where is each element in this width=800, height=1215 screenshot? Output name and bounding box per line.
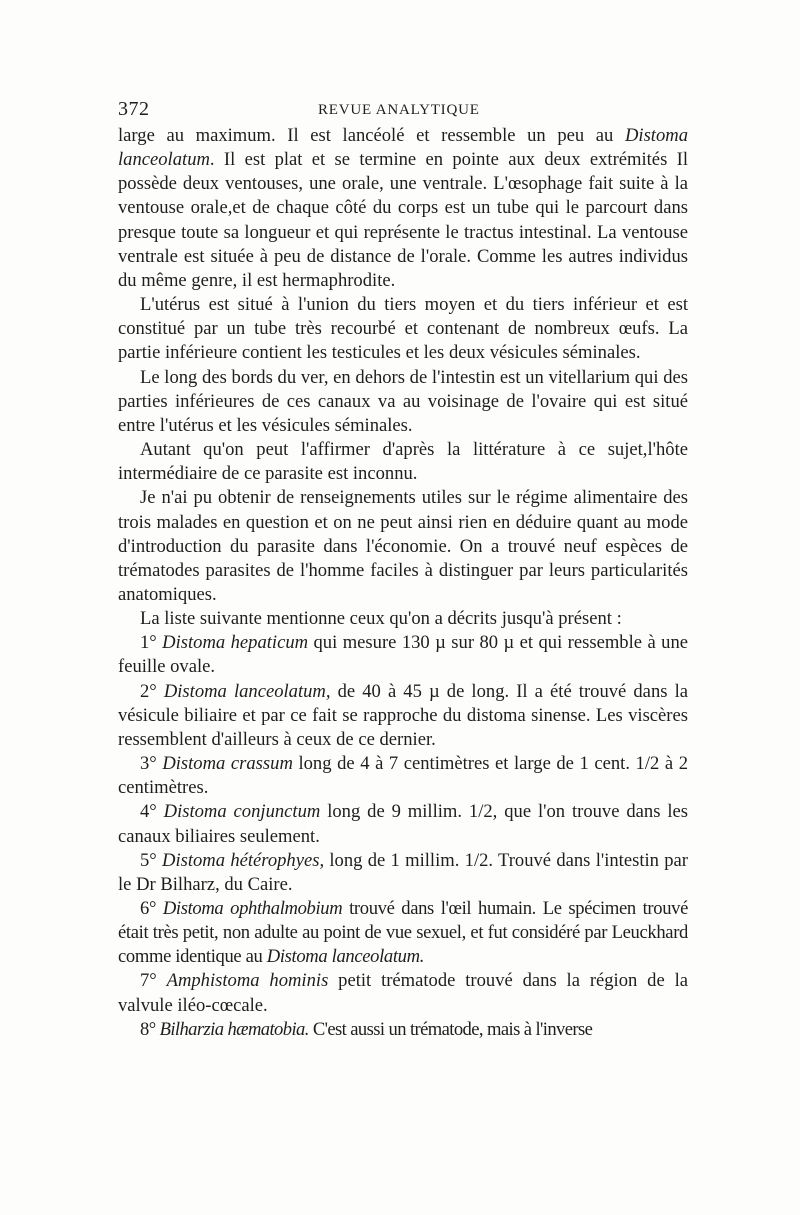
italic-text: Distoma lanceolatum — [118, 125, 688, 171]
page-header — [118, 98, 688, 122]
paragraph — [118, 631, 688, 679]
italic-text: Distoma ophthalmobium — [162, 898, 343, 919]
paragraph — [118, 438, 688, 486]
text-run: long de 9 millim. 1/2, que l'on trouve dans les canaux biliaires seulement. — [118, 801, 689, 847]
text-run: de 40 à 45 µ de long. Il a été trouvé dans la vésicule biliaire et par ce fait se rapproche du distoma sinense. Les viscères ressemblent d'ailleurs à ceux de ce dernier. — [118, 680, 688, 750]
italic-text: Amphistoma hominis — [166, 970, 329, 992]
text-run: qui mesure 130 µ sur 80 µ et qui ressemble à une feuille ovale. — [118, 632, 688, 678]
italic-text: Distoma lanceolatum. — [266, 946, 424, 968]
text-run: L'utérus est situé à l'union du tiers moyen et du tiers inférieur et est constitué par un tube très recourbé et contenant de nombreux œufs. La partie inférieure contient les testicules et les deux vésicules séminales. — [118, 294, 688, 364]
text-run: La liste suivante mentionne ceux qu'on a décrits jusqu'à présent : — [140, 608, 622, 630]
text-run: long de 1 millim. 1/2. Trouvé dans l'intestin par le Dr Bilharz, du Caire. — [118, 849, 688, 895]
text-run: 3° — [140, 753, 163, 775]
paragraph — [118, 486, 688, 607]
text-run: 4° — [140, 801, 164, 823]
text-run: 8° — [140, 1018, 160, 1040]
paragraph — [118, 366, 688, 438]
text-run: long de 4 à 7 centimètres et large de 1 cent. 1/2 à 2 centimètres. — [118, 753, 688, 799]
text-run: Autant qu'on peut l'affirmer d'après la littérature à ce sujet,l'hôte intermédiaire de ce parasite est inconnu. — [118, 439, 688, 485]
text-run: trouvé dans l'œil humain. Le spécimen trouvé était très petit, non adulte au point de vue sexuel, et fut considéré par Leuckhard comme identique au — [118, 898, 688, 968]
paragraph — [118, 293, 688, 365]
paragraph — [118, 897, 688, 969]
italic-text: Distoma crassum — [162, 753, 293, 775]
italic-text: Distoma lanceolatum, — [163, 680, 331, 702]
paragraph — [118, 124, 688, 293]
text-run: petit trématode trouvé dans la région de la valvule iléo-cœcale. — [118, 970, 688, 1016]
paragraph — [118, 849, 688, 897]
italic-text: Distoma hepaticum — [162, 632, 309, 654]
text-run: 2° — [140, 680, 164, 702]
paragraph — [118, 680, 688, 752]
paragraph — [118, 1018, 688, 1042]
italic-text: Distoma hétérophyes, — [162, 849, 325, 871]
paragraph — [118, 800, 688, 848]
text-run: 6° — [140, 898, 163, 919]
text-run: 7° — [140, 970, 167, 992]
text-run: 1° — [140, 632, 163, 654]
text-run: C'est aussi un trématode, mais à l'inverse — [308, 1018, 593, 1040]
italic-text: Bilharzia hæmatobia. — [159, 1018, 309, 1040]
text-run: large au maximum. Il est lancéolé et ressemble un peu au — [118, 125, 625, 146]
text-run: . Il est plat et se termine en pointe aux deux extrémités Il possède deux ventouses, une orale, une ventrale. L'œsophage fait suite à la ventouse orale,et de chaque côté du corps est un tube qui le parcourt dans presque toute sa longueur et qui représente le tractus intestinal. La ventouse ventrale est située à peu de distance de l'orale. Comme les autres individus du même genre, il est hermaphrodite. — [118, 149, 688, 291]
page-number: 372 — [118, 98, 150, 120]
text-run: 5° — [140, 849, 163, 871]
paragraph — [118, 607, 688, 631]
running-title: REVUE ANALYTIQUE — [318, 102, 480, 118]
body-text — [118, 124, 688, 1042]
text-run: Le long des bords du ver, en dehors de l'intestin est un vitellarium qui des parties inférieures de ces canaux va au voisinage de l'ovaire qui est situé entre l'utérus et les vésicules séminales. — [118, 366, 688, 436]
text-run: Je n'ai pu obtenir de renseignements utiles sur le régime alimentaire des trois malades en question et on ne peut ainsi rien en déduire quant au mode d'introduction du parasite dans l'économie. On a trouvé neuf espèces de trématodes parasites de l'homme faciles à distinguer par leurs particularités anatomiques. — [118, 487, 688, 605]
paragraph — [118, 752, 688, 800]
paragraph — [118, 969, 688, 1017]
italic-text: Distoma conjunctum — [163, 801, 321, 823]
